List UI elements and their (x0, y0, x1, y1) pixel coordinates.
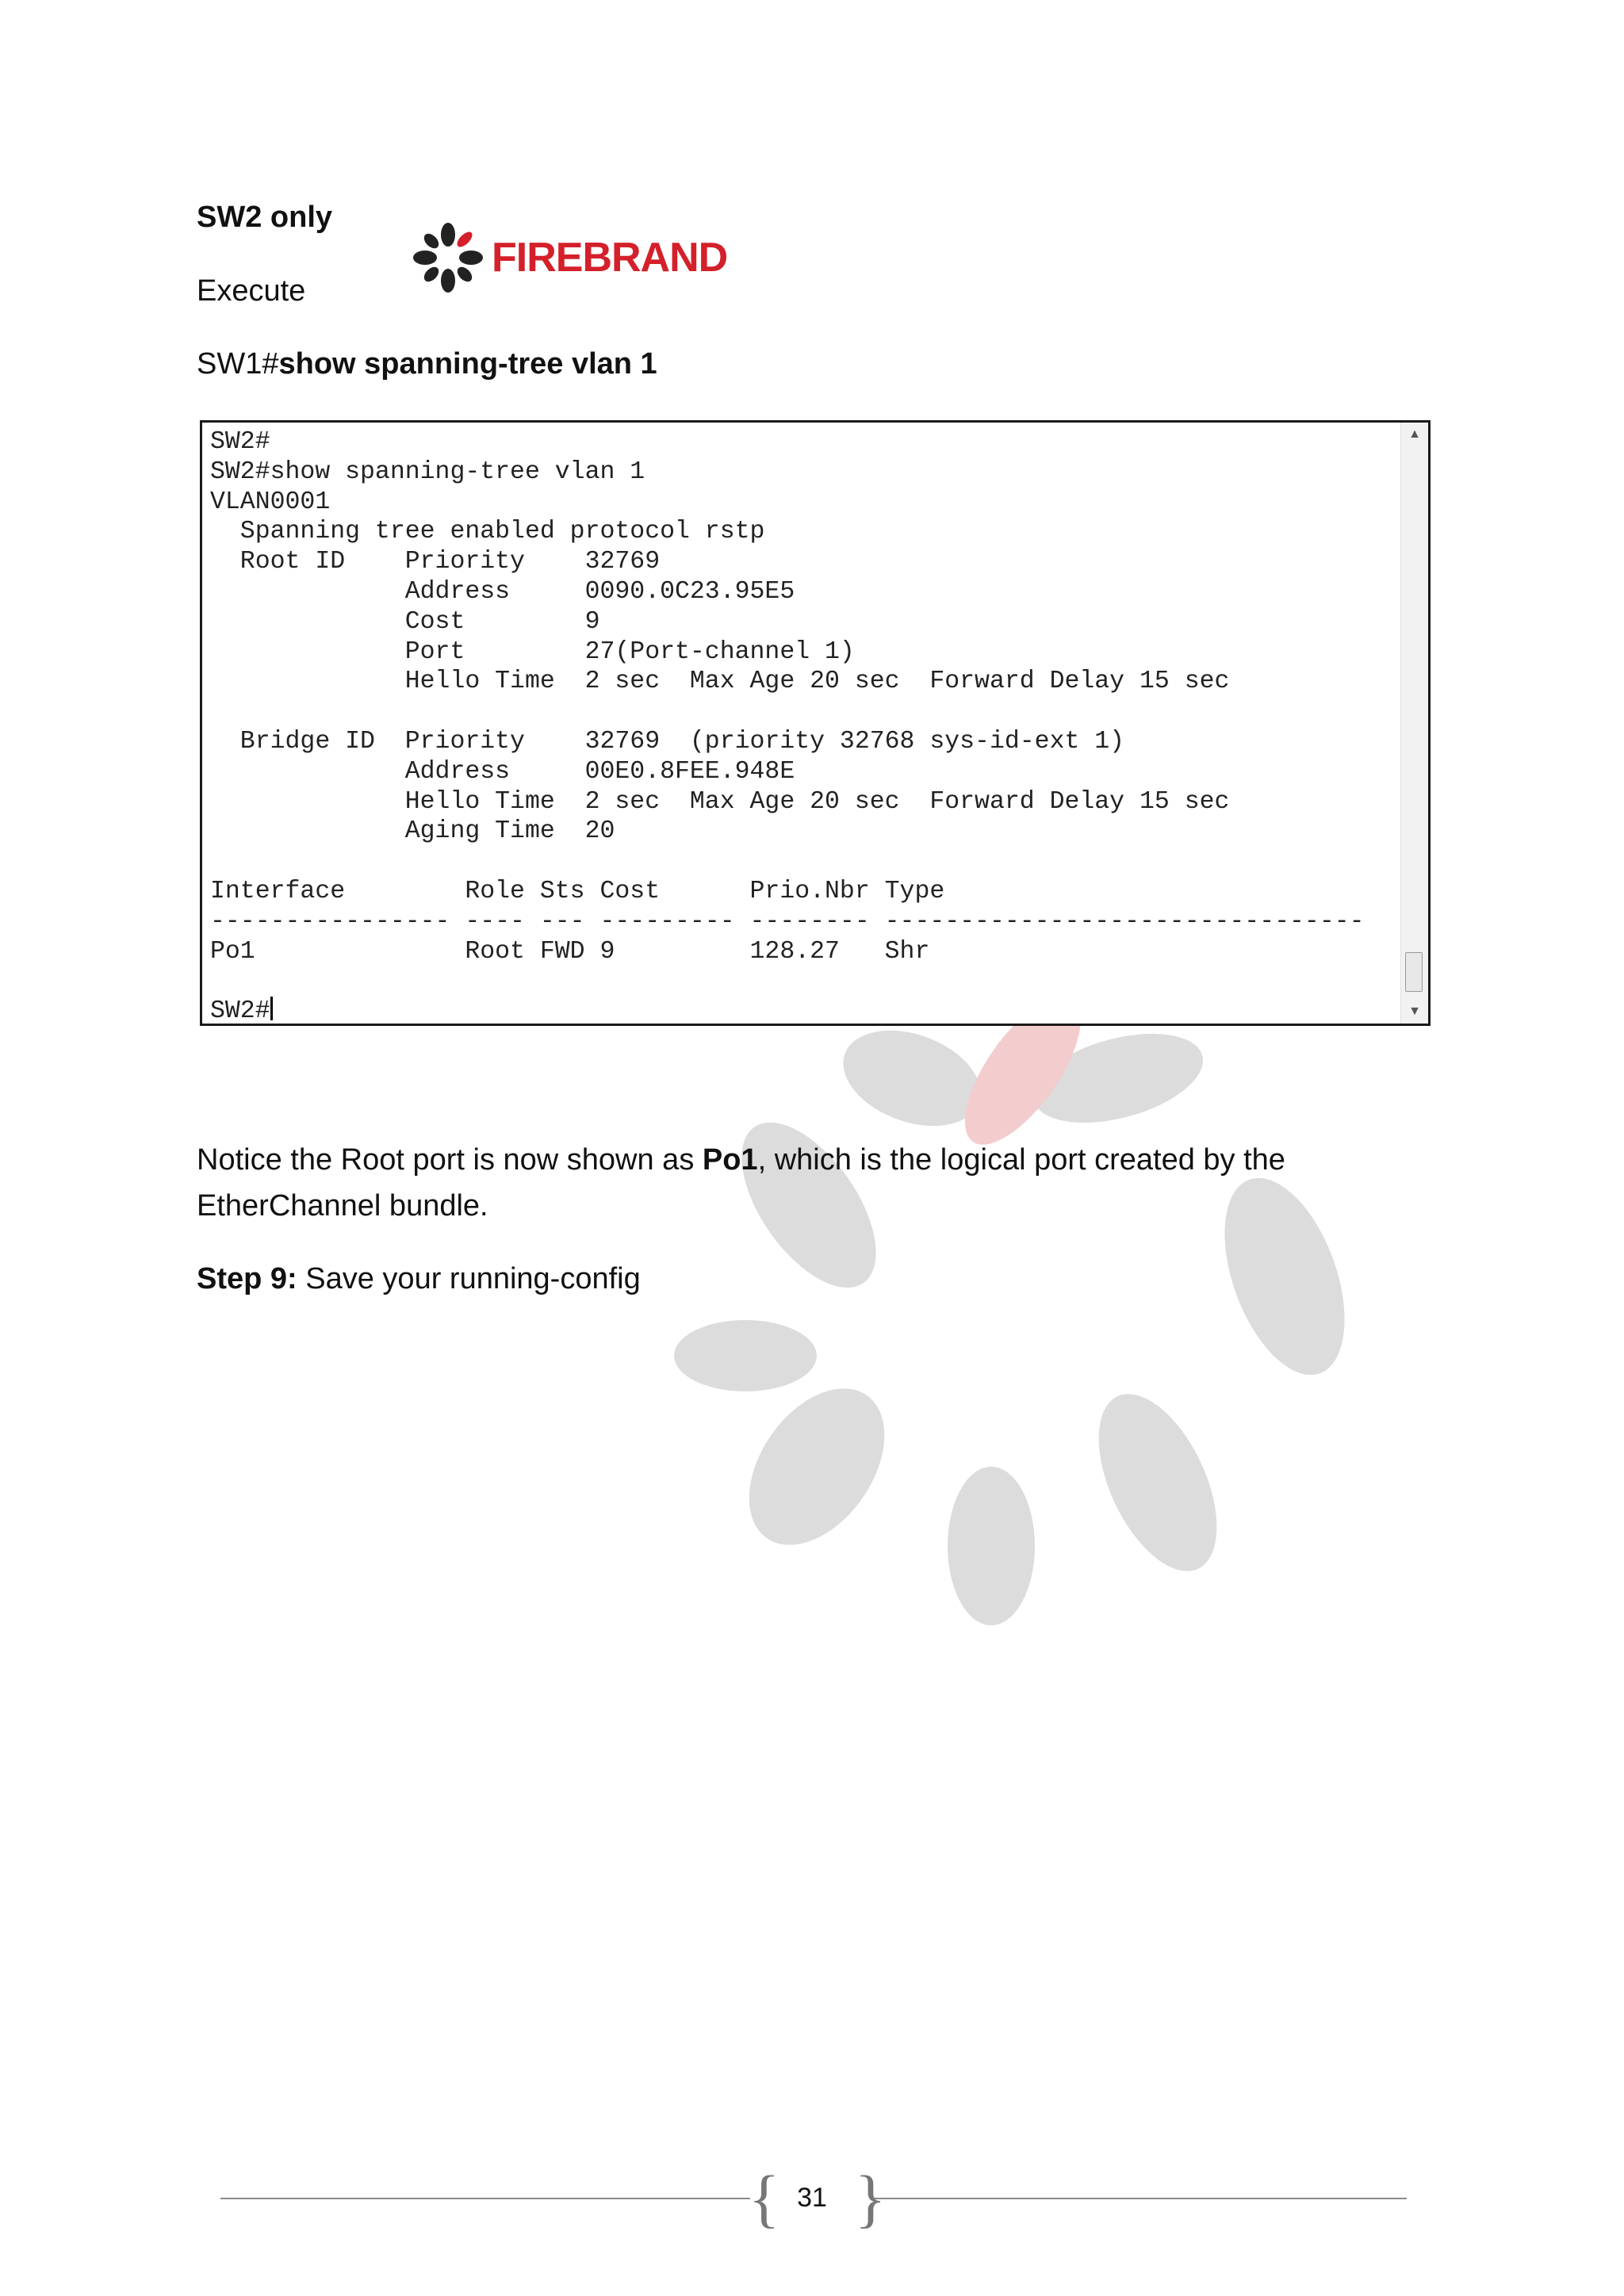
terminal-line: Port 27(Port-channel 1) (404, 637, 855, 666)
terminal-line: SW2# (210, 428, 270, 456)
text-cursor (270, 997, 273, 1020)
left-brace-icon: { (749, 2162, 780, 2234)
vertical-scrollbar[interactable] (1400, 423, 1428, 1024)
command-prefix: SW1# (197, 347, 279, 381)
terminal-line: Aging Time 20 (404, 817, 615, 846)
terminal-line: Interface Role Sts Cost Prio.Nbr Type (210, 877, 945, 905)
terminal-line: Cost 9 (404, 607, 600, 636)
command-line (197, 341, 657, 387)
terminal-line: ---------------- ---- --- --------- -------- -------------------------------- (210, 907, 1365, 936)
terminal-line: Hello Time 2 sec Max Age 20 sec Forward Delay 15 sec (404, 787, 1230, 816)
terminal-line: Po1 Root FWD 9 128.27 Shr (210, 937, 930, 966)
footer-rule-left (220, 2198, 750, 2199)
notice-paragraph (197, 1137, 1434, 1229)
scroll-up-arrow-icon[interactable]: ▲ (1408, 427, 1421, 441)
terminal-line: SW2#show spanning-tree vlan 1 (210, 457, 645, 486)
execute-label: Execute (197, 274, 306, 308)
terminal-line: Address 0090.0C23.95E5 (404, 577, 795, 606)
terminal-line: Root ID Priority 32769 (239, 548, 661, 576)
terminal-line: VLAN0001 (210, 488, 331, 516)
notice-text-after: , which is the logical port created by the EtherChannel bundle. (197, 1143, 1285, 1223)
command-text: show spanning-tree vlan 1 (278, 347, 657, 381)
scrollbar-thumb[interactable] (1405, 952, 1423, 992)
terminal-line: Hello Time 2 sec Max Age 20 sec Forward Delay 15 sec (404, 668, 1230, 696)
step-instruction (197, 1256, 1434, 1302)
terminal-window[interactable] (200, 420, 1431, 1026)
terminal-output (210, 427, 1365, 1027)
heading: SW2 only (197, 201, 333, 234)
notice-text-before: Notice the Root port is now shown as (197, 1143, 703, 1177)
terminal-line: Spanning tree enabled protocol rstp (239, 518, 765, 546)
terminal-line: Bridge ID Priority 32769 (priority 32768 sys-id-ext 1) (239, 727, 1125, 756)
footer-rule-right (874, 2198, 1407, 2199)
step-text: Save your running-config (297, 1262, 641, 1295)
logo-text: FIREBRAND (492, 235, 728, 281)
firebrand-logo (412, 222, 727, 293)
terminal-lines (210, 428, 1365, 966)
scroll-down-arrow-icon[interactable]: ▼ (1408, 1004, 1421, 1018)
step-label: Step 9: (197, 1262, 297, 1295)
right-brace-icon: } (855, 2162, 887, 2234)
firebrand-swirl-icon (412, 222, 484, 293)
terminal-line: Address 00E0.8FEE.948E (404, 757, 795, 786)
terminal-prompt: SW2# (210, 997, 270, 1026)
notice-port-name: Po1 (702, 1143, 758, 1177)
firebrand-watermark (650, 1023, 1364, 1625)
page-number: 31 (797, 2183, 827, 2213)
